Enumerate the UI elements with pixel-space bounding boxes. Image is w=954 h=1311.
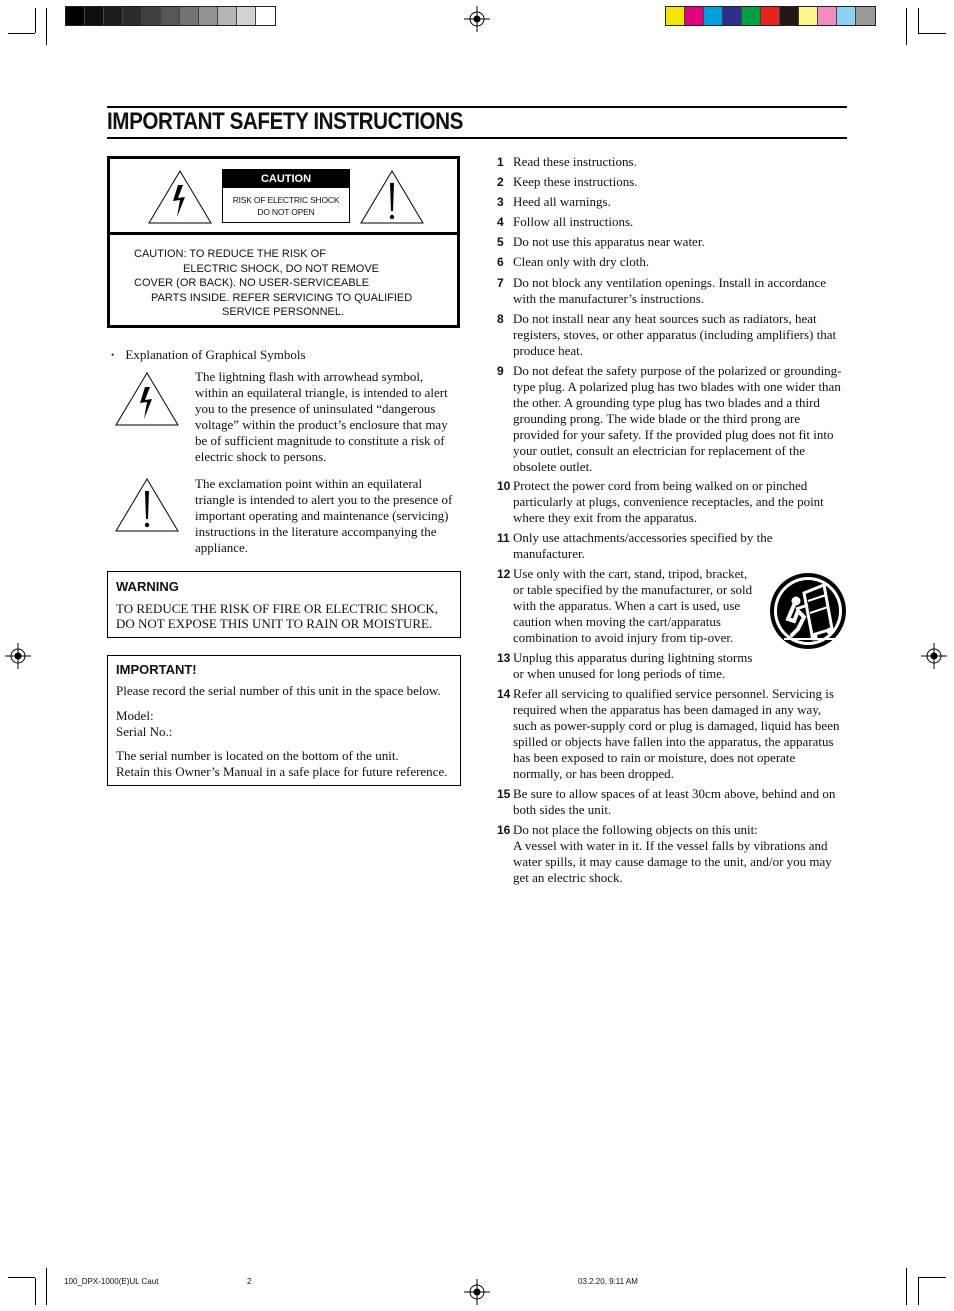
text-line: normally, or has been dropped.	[513, 766, 674, 781]
color-swatch	[199, 7, 218, 25]
footer-page-number: 2	[247, 1277, 252, 1286]
crop-mark	[35, 8, 36, 33]
crop-mark	[906, 8, 907, 45]
list-item-number: 1	[497, 155, 504, 169]
text-line: has been exposed to rain or moisture, does not operate	[513, 750, 796, 765]
color-swatch	[761, 7, 780, 25]
text-line: within an equilateral triangle, is intended to alert	[195, 385, 448, 400]
lightning-warning-icon	[147, 169, 213, 225]
lightning-symbol-icon	[114, 371, 180, 427]
important-located: The serial number is located on the bottom of the unit.	[116, 748, 399, 763]
list-item-text	[513, 650, 763, 682]
caution-panel	[107, 156, 460, 328]
list-item-number: 5	[497, 235, 504, 249]
caution-label-line2: DO NOT OPEN	[257, 207, 315, 217]
text-line: Do not place the following objects on this unit:	[513, 822, 758, 837]
list-item-text	[513, 275, 849, 307]
list-item-number: 10	[497, 479, 511, 493]
color-swatch	[856, 7, 875, 25]
color-swatch	[104, 7, 123, 25]
text-line: A vessel with water in it. If the vessel falls by vibrations and	[513, 838, 828, 853]
crop-mark	[918, 33, 946, 34]
list-item-number: 13	[497, 651, 511, 665]
serial-label: Serial No.:	[116, 724, 173, 739]
list-item-text	[513, 822, 849, 886]
list-item-number: 9	[497, 364, 504, 378]
text-line: triangle is intended to alert you to the presence of	[195, 492, 453, 507]
list-item-text	[513, 478, 849, 526]
list-item-text	[513, 363, 849, 475]
crop-mark	[918, 8, 919, 33]
text-line: Do not install near any heat sources such as radiators, heat	[513, 311, 817, 326]
page-title: IMPORTANT SAFETY INSTRUCTIONS	[107, 108, 463, 135]
text-line: electric shock to persons.	[195, 449, 327, 464]
crop-mark	[46, 1268, 47, 1305]
text-line: DO NOT EXPOSE THIS UNIT TO RAIN OR MOISTURE.	[116, 616, 433, 631]
text-line: grounding prong. The wide blade or the third prong are	[513, 411, 801, 426]
list-item-number: 15	[497, 787, 511, 801]
text-line: both sides the unit.	[513, 802, 612, 817]
caution-line: SERVICE PERSONNEL.	[222, 306, 345, 318]
text-line: combination to avoid injury from tip-over.	[513, 630, 734, 645]
warning-box	[107, 571, 461, 638]
color-swatch	[704, 7, 723, 25]
exclamation-description	[195, 476, 460, 556]
warning-heading: WARNING	[116, 579, 179, 594]
text-line: The lightning flash with arrowhead symbol,	[195, 369, 424, 384]
text-line: the other. A grounding type plug has two blades and a third	[513, 395, 820, 410]
crop-mark	[918, 1277, 946, 1278]
crop-mark	[8, 1277, 35, 1278]
color-swatch	[218, 7, 237, 25]
text-line: water spills, it may cause damage to the unit, and/or you may	[513, 854, 832, 869]
caution-line: ELECTRIC SHOCK, DO NOT REMOVE	[183, 262, 379, 275]
text-line: you to the presence of uninsulated “dangerous	[195, 401, 436, 416]
registration-mark-icon	[464, 1279, 490, 1305]
text-line: Be sure to allow spaces of at least 30cm above, behind and on	[513, 786, 836, 801]
list-item-number: 12	[497, 567, 511, 581]
color-swatch	[161, 7, 180, 25]
color-swatch	[237, 7, 256, 25]
caution-divider	[110, 232, 457, 235]
text-line: Unplug this apparatus during lightning storms	[513, 650, 753, 665]
text-line: Follow all instructions.	[513, 214, 634, 229]
text-line: Do not use this apparatus near water.	[513, 234, 705, 249]
list-item-text	[513, 174, 849, 190]
exclamation-symbol-icon	[114, 477, 180, 533]
crop-mark	[918, 1278, 919, 1305]
color-swatch	[780, 7, 799, 25]
text-line: produce heat.	[513, 343, 584, 358]
list-item-number: 4	[497, 215, 504, 229]
list-item-number: 11	[497, 531, 510, 545]
list-item-number: 3	[497, 195, 504, 209]
color-swatch	[66, 7, 85, 25]
color-swatch	[256, 7, 275, 25]
model-label: Model:	[116, 708, 154, 723]
color-swatch-strip	[665, 6, 876, 26]
color-swatch	[837, 7, 856, 25]
text-line: get an electric shock.	[513, 870, 623, 885]
text-line: Heed all warnings.	[513, 194, 611, 209]
text-line: obsolete outlet.	[513, 459, 593, 474]
list-item-number: 2	[497, 175, 504, 189]
text-line: Refer all servicing to qualified service personnel. Servicing is	[513, 686, 834, 701]
text-line: provided for your safety. If the provided plug does not fit into	[513, 427, 834, 442]
text-line: Protect the power cord from being walked on or pinched	[513, 478, 808, 493]
lightning-description	[195, 369, 460, 465]
caution-label-line1: RISK OF ELECTRIC SHOCK	[232, 195, 340, 205]
list-item-number: 6	[497, 255, 504, 269]
color-swatch	[666, 7, 685, 25]
color-swatch	[180, 7, 199, 25]
symbols-heading: Explanation of Graphical Symbols	[125, 347, 306, 362]
important-record: Please record the serial number of this unit in the space below.	[116, 683, 441, 698]
text-line: such as power-supply cord or plug is damaged, liquid has been	[513, 718, 840, 733]
list-item-number: 8	[497, 312, 504, 326]
header-rule-bottom	[107, 137, 847, 139]
text-line: Do not defeat the safety purpose of the polarized or grounding-	[513, 363, 842, 378]
text-line: Do not block any ventilation openings. Install in accordance	[513, 275, 826, 290]
list-item-text	[513, 530, 849, 562]
text-line: manufacturer.	[513, 546, 585, 561]
text-line: Clean only with dry cloth.	[513, 254, 650, 269]
text-line: with the apparatus. When a cart is used, use	[513, 598, 741, 613]
text-line: spilled or objects have fallen into the apparatus, the apparatus	[513, 734, 834, 749]
text-line: required when the apparatus has been damaged in any way,	[513, 702, 822, 717]
text-line: Only use attachments/accessories specified by the	[513, 530, 773, 545]
text-line: Read these instructions.	[513, 154, 637, 169]
color-swatch	[799, 7, 818, 25]
text-line: or table specified by the manufacturer, or sold	[513, 582, 753, 597]
important-retain: Retain this Owner’s Manual in a safe place for future reference.	[116, 764, 448, 779]
exclamation-warning-icon	[359, 169, 425, 225]
warning-text	[116, 601, 438, 631]
text-line: Keep these instructions.	[513, 174, 638, 189]
color-swatch	[123, 7, 142, 25]
list-item-number: 16	[497, 823, 511, 837]
list-item-text	[513, 234, 849, 250]
text-line: instructions in the literature accompanying the	[195, 524, 437, 539]
crop-mark	[46, 8, 47, 45]
text-line: registers, stoves, or other apparatus (including amplifiers) that	[513, 327, 837, 342]
list-item-text	[513, 311, 849, 359]
caution-text	[120, 247, 450, 320]
caution-line: CAUTION: TO REDUCE THE RISK OF	[134, 248, 326, 260]
list-item-text	[513, 154, 849, 170]
registration-mark-icon	[464, 6, 490, 32]
list-item-text	[513, 686, 849, 782]
text-line: or when unused for long periods of time.	[513, 666, 726, 681]
crop-mark	[906, 1268, 907, 1305]
color-swatch	[742, 7, 761, 25]
gray-swatch-strip	[65, 6, 276, 26]
color-swatch	[142, 7, 161, 25]
important-box	[107, 655, 461, 786]
text-line: type plug. A polarized plug has two blades with one wider than	[513, 379, 841, 394]
caution-line: COVER (OR BACK). NO USER-SERVICEABLE	[134, 277, 370, 289]
bullet-mark: •	[111, 350, 115, 360]
list-item-text	[513, 194, 849, 210]
text-line: TO REDUCE THE RISK OF FIRE OR ELECTRIC SHOCK,	[116, 601, 439, 616]
list-item-number: 7	[497, 276, 504, 290]
caution-label	[222, 169, 350, 223]
text-line: appliance.	[195, 540, 249, 555]
color-swatch	[723, 7, 742, 25]
text-line: The exclamation point within an equilateral	[195, 476, 423, 491]
list-item-text	[513, 566, 763, 646]
cart-tip-over-warning-icon	[768, 571, 848, 651]
text-line: your outlet, consult an electrician for replacement of the	[513, 443, 806, 458]
text-line: caution when moving the cart/apparatus	[513, 614, 721, 629]
list-item-text	[513, 214, 849, 230]
color-swatch	[85, 7, 104, 25]
list-item-number: 14	[497, 687, 511, 701]
registration-mark-icon	[5, 643, 31, 669]
footer-date: 03.2.20, 9:11 AM	[578, 1277, 638, 1286]
important-heading: IMPORTANT!	[116, 662, 197, 677]
caution-label-heading: CAUTION	[223, 170, 349, 188]
text-line: voltage” within the product’s enclosure that may	[195, 417, 448, 432]
text-line: Use only with the cart, stand, tripod, bracket,	[513, 566, 748, 581]
caution-line: PARTS INSIDE. REFER SERVICING TO QUALIFIED	[151, 291, 413, 304]
registration-mark-icon	[921, 643, 947, 669]
symbols-bullet	[111, 347, 306, 363]
color-swatch	[685, 7, 704, 25]
list-item-text	[513, 786, 849, 818]
footer-file-name: 100_DPX-1000(E)UL Caut	[64, 1277, 159, 1286]
text-line: be of sufficient magnitude to constitute a risk of	[195, 433, 445, 448]
crop-mark	[8, 33, 35, 34]
text-line: particularly at plugs, convenience receptacles, and the point	[513, 494, 824, 509]
text-line: with the manufacturer’s instructions.	[513, 291, 705, 306]
color-swatch	[818, 7, 837, 25]
list-item-text	[513, 254, 849, 270]
text-line: where they exit from the apparatus.	[513, 510, 698, 525]
crop-mark	[35, 1278, 36, 1305]
text-line: important operating and maintenance (servicing)	[195, 508, 449, 523]
